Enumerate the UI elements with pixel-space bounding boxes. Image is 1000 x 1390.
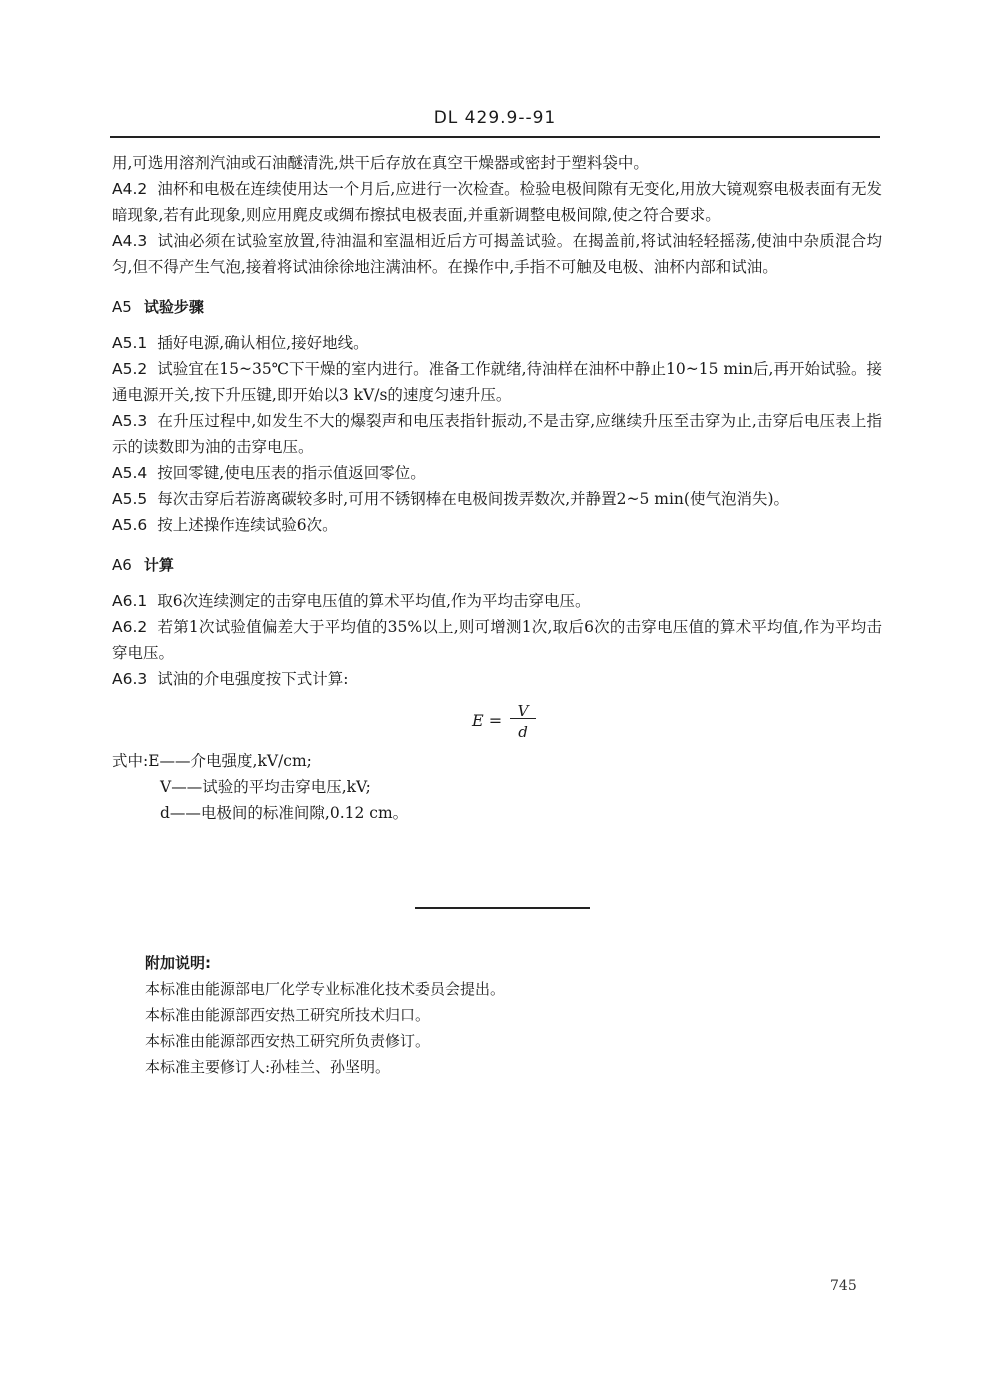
clause-number: A5.4 — [112, 464, 148, 482]
clause-number: A6.3 — [112, 670, 148, 688]
clause-text: 插好电源,确认相位,接好地线。 — [157, 334, 369, 352]
end-rule — [415, 907, 590, 909]
clause-number: A5.6 — [112, 516, 148, 534]
clause-number: A6.1 — [112, 592, 148, 610]
clause-a6-3 — [112, 666, 882, 692]
clause-text: 若第1次试验值偏差大于平均值的35%以上,则可增测1次,取后6次的击穿电压值的算术平均值,作为平均击穿电压。 — [112, 618, 882, 662]
clause-text: 取6次连续测定的击穿电压值的算术平均值,作为平均击穿电压。 — [157, 592, 591, 610]
notes-line: 本标准主要修订人:孙桂兰、孙坚明。 — [145, 1058, 391, 1076]
notes-title: 附加说明: — [145, 954, 211, 972]
clause-number: A4.2 — [112, 180, 148, 198]
clause-text: 每次击穿后若游离碳较多时,可用不锈钢棒在电极间拨弄数次,并静置2~5 min(使气泡消失)。 — [157, 490, 789, 508]
formula-fraction — [510, 698, 536, 745]
formula — [112, 698, 882, 742]
where-label: 式中: — [112, 752, 149, 770]
clause-text: 试油的介电强度按下式计算: — [157, 670, 349, 688]
where-item-v: V——试验的平均击穿电压,kV; — [160, 778, 371, 796]
clause-number: A5.1 — [112, 334, 148, 352]
clause-text: 按上述操作连续试验6次。 — [157, 516, 338, 534]
clause-text: 试油必须在试验室放置,待油温和室温相近后方可揭盖试验。在揭盖前,将试油轻轻摇荡,使油中杂质混合均匀,但不得产生气泡,接着将试油徐徐地注满油杯。在操作中,手指不可触及电极、油杯内部和试油。 — [112, 232, 882, 276]
notes-line: 本标准由能源部电厂化学专业标准化技术委员会提出。 — [145, 980, 506, 998]
clause-number: A6.2 — [112, 618, 148, 636]
formula-numerator: V — [510, 698, 536, 719]
notes-line: 本标准由能源部西安热工研究所负责修订。 — [145, 1032, 431, 1050]
clause-number: A4.3 — [112, 232, 148, 250]
clause-a5-2 — [112, 356, 882, 408]
section-number: A5 — [112, 298, 132, 316]
formula-lhs: E = — [472, 711, 503, 730]
clause-a5-3 — [112, 408, 882, 460]
clause-a4-2 — [112, 176, 882, 228]
section-heading-a6 — [112, 552, 882, 578]
where-label-line — [112, 748, 882, 774]
intro-line: 用,可选用溶剂汽油或石油醚清洗,烘干后存放在真空干燥器或密封于塑料袋中。 — [112, 154, 649, 172]
where-item-d: d——电极间的标准间隙,0.12 cm。 — [160, 804, 409, 822]
notes-line: 本标准由能源部西安热工研究所技术归口。 — [145, 1006, 431, 1024]
page-header: DL 429.9--91 — [433, 108, 557, 128]
clause-a6-2 — [112, 614, 882, 666]
clause-number: A5.2 — [112, 360, 148, 378]
document-body — [112, 150, 882, 826]
section-title: 计算 — [143, 556, 174, 574]
clause-a6-1 — [112, 588, 882, 614]
clause-a5-1 — [112, 330, 882, 356]
formula-denominator: d — [518, 723, 528, 741]
header-rule — [110, 136, 880, 138]
section-number: A6 — [112, 556, 132, 574]
section-title: 试验步骤 — [143, 298, 204, 316]
clause-number: A5.5 — [112, 490, 148, 508]
where-item-e: E——介电强度,kV/cm; — [148, 752, 312, 770]
clause-a5-5 — [112, 486, 882, 512]
page-number: 745 — [830, 1278, 857, 1294]
clause-text: 油杯和电极在连续使用达一个月后,应进行一次检查。检验电极间隙有无变化,用放大镜观察电极表面有无发暗现象,若有此现象,则应用麂皮或绸布擦拭电极表面,并重新调整电极间隙,使之符合要求。 — [112, 180, 882, 224]
clause-text: 按回零键,使电压表的指示值返回零位。 — [157, 464, 426, 482]
clause-text: 试验宜在15~35℃下干燥的室内进行。准备工作就绪,待油样在油杯中静止10~15 min后,再开始试验。接通电源开关,按下升压键,即开始以3 kV/s的速度匀速升压。 — [112, 360, 882, 404]
clause-number: A5.3 — [112, 412, 148, 430]
clause-a5-6 — [112, 512, 882, 538]
clause-a4-3 — [112, 228, 882, 280]
clause-a5-4 — [112, 460, 882, 486]
additional-notes — [145, 950, 845, 1080]
section-heading-a5 — [112, 294, 882, 320]
clause-text: 在升压过程中,如发生不大的爆裂声和电压表指针振动,不是击穿,应继续升压至击穿为止,击穿后电压表上指示的读数即为油的击穿电压。 — [112, 412, 882, 456]
